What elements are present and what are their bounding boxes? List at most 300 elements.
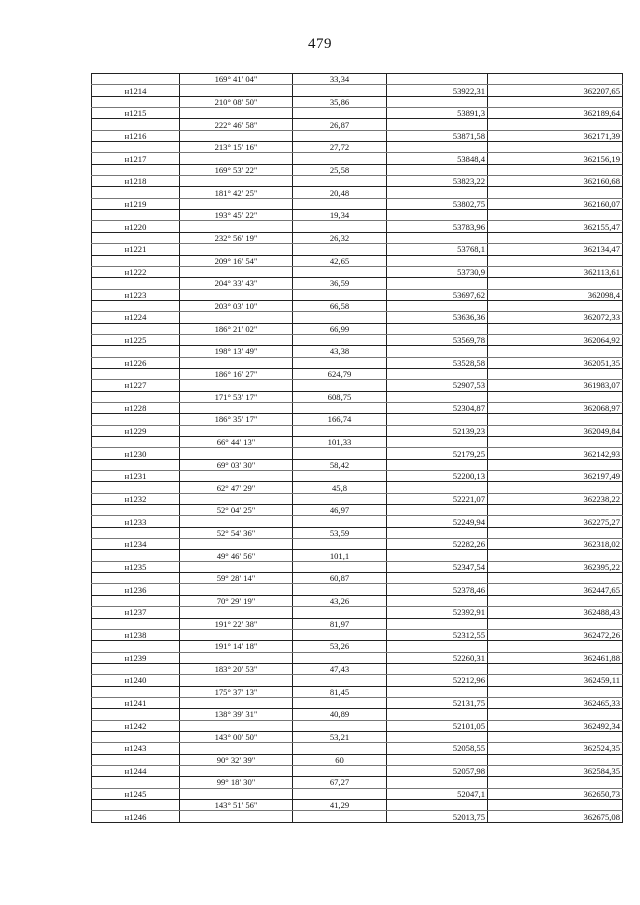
point-y-coordinate: 362098,4 — [488, 289, 623, 300]
point-name: н1239 — [92, 652, 180, 663]
point-x-coordinate: 52179,25 — [387, 448, 488, 459]
point-x-coordinate: 52212,96 — [387, 675, 488, 686]
empty-cell — [180, 85, 293, 96]
empty-cell — [488, 142, 623, 153]
segment-angle: 49° 46' 56" — [180, 550, 293, 561]
empty-cell — [488, 368, 623, 379]
empty-cell — [387, 686, 488, 697]
empty-cell — [180, 697, 293, 708]
point-y-coordinate: 362072,33 — [488, 312, 623, 323]
segment-row — [92, 255, 623, 266]
empty-cell — [92, 300, 180, 311]
empty-cell — [293, 312, 387, 323]
empty-cell — [387, 641, 488, 652]
coordinates-table-body — [92, 74, 623, 823]
empty-cell — [387, 255, 488, 266]
point-x-coordinate: 52378,46 — [387, 584, 488, 595]
empty-cell — [293, 765, 387, 776]
point-name: н1223 — [92, 289, 180, 300]
point-row — [92, 607, 623, 618]
empty-cell — [293, 629, 387, 640]
empty-cell — [387, 459, 488, 470]
point-row — [92, 266, 623, 277]
segment-distance: 20,48 — [293, 187, 387, 198]
segment-distance: 81,45 — [293, 686, 387, 697]
empty-cell — [92, 573, 180, 584]
empty-cell — [387, 550, 488, 561]
empty-cell — [488, 663, 623, 674]
empty-cell — [488, 641, 623, 652]
point-name: н1214 — [92, 85, 180, 96]
segment-distance: 47,43 — [293, 663, 387, 674]
empty-cell — [488, 754, 623, 765]
empty-cell — [387, 800, 488, 811]
empty-cell — [92, 187, 180, 198]
empty-cell — [92, 550, 180, 561]
point-row — [92, 788, 623, 799]
empty-cell — [387, 300, 488, 311]
empty-cell — [293, 811, 387, 822]
point-x-coordinate: 52221,07 — [387, 493, 488, 504]
empty-cell — [488, 96, 623, 107]
point-name: н1222 — [92, 266, 180, 277]
segment-row — [92, 74, 623, 85]
empty-cell — [488, 119, 623, 130]
point-x-coordinate: 52347,54 — [387, 561, 488, 572]
point-x-coordinate: 53730,9 — [387, 266, 488, 277]
empty-cell — [488, 550, 623, 561]
segment-angle: 204° 33' 43" — [180, 278, 293, 289]
empty-cell — [293, 221, 387, 232]
segment-row — [92, 505, 623, 516]
empty-cell — [293, 266, 387, 277]
segment-row — [92, 323, 623, 334]
segment-distance: 19,34 — [293, 210, 387, 221]
point-y-coordinate: 362461,88 — [488, 652, 623, 663]
segment-distance: 41,29 — [293, 800, 387, 811]
segment-angle: 193° 45' 22" — [180, 210, 293, 221]
empty-cell — [180, 357, 293, 368]
segment-distance: 42,65 — [293, 255, 387, 266]
empty-cell — [488, 505, 623, 516]
empty-cell — [92, 754, 180, 765]
segment-distance: 46,97 — [293, 505, 387, 516]
segment-distance: 36,59 — [293, 278, 387, 289]
point-y-coordinate: 362472,26 — [488, 629, 623, 640]
coordinates-table — [91, 73, 623, 823]
point-x-coordinate: 53697,62 — [387, 289, 488, 300]
point-name: н1224 — [92, 312, 180, 323]
empty-cell — [488, 437, 623, 448]
empty-cell — [387, 346, 488, 357]
empty-cell — [293, 153, 387, 164]
empty-cell — [293, 607, 387, 618]
point-row — [92, 561, 623, 572]
point-row — [92, 130, 623, 141]
segment-row — [92, 346, 623, 357]
point-y-coordinate: 362650,73 — [488, 788, 623, 799]
point-y-coordinate: 362238,22 — [488, 493, 623, 504]
segment-row — [92, 618, 623, 629]
empty-cell — [180, 584, 293, 595]
empty-cell — [180, 108, 293, 119]
empty-cell — [180, 675, 293, 686]
point-row — [92, 811, 623, 822]
empty-cell — [488, 323, 623, 334]
empty-cell — [488, 255, 623, 266]
point-row — [92, 380, 623, 391]
segment-angle: 213° 15' 16" — [180, 142, 293, 153]
segment-distance: 66,58 — [293, 300, 387, 311]
point-x-coordinate: 52058,55 — [387, 743, 488, 754]
empty-cell — [293, 561, 387, 572]
empty-cell — [387, 414, 488, 425]
point-x-coordinate: 53802,75 — [387, 198, 488, 209]
point-y-coordinate: 362488,43 — [488, 607, 623, 618]
point-y-coordinate: 362189,64 — [488, 108, 623, 119]
point-y-coordinate: 362113,61 — [488, 266, 623, 277]
point-x-coordinate: 52304,87 — [387, 402, 488, 413]
segment-distance: 101,33 — [293, 437, 387, 448]
empty-cell — [92, 142, 180, 153]
segment-angle: 143° 51' 56" — [180, 800, 293, 811]
empty-cell — [387, 754, 488, 765]
point-row — [92, 652, 623, 663]
empty-cell — [92, 368, 180, 379]
point-x-coordinate: 52249,94 — [387, 516, 488, 527]
empty-cell — [180, 130, 293, 141]
empty-cell — [180, 334, 293, 345]
point-y-coordinate: 362395,22 — [488, 561, 623, 572]
empty-cell — [92, 459, 180, 470]
point-name: н1217 — [92, 153, 180, 164]
point-row — [92, 765, 623, 776]
empty-cell — [293, 539, 387, 550]
point-y-coordinate: 361983,07 — [488, 380, 623, 391]
empty-cell — [293, 743, 387, 754]
segment-row — [92, 187, 623, 198]
segment-angle: 143° 00' 50" — [180, 731, 293, 742]
segment-row — [92, 731, 623, 742]
empty-cell — [387, 368, 488, 379]
point-x-coordinate: 53891,3 — [387, 108, 488, 119]
segment-angle: 191° 14' 18" — [180, 641, 293, 652]
point-x-coordinate: 53636,36 — [387, 312, 488, 323]
segment-angle: 69° 03' 30" — [180, 459, 293, 470]
segment-distance: 608,75 — [293, 391, 387, 402]
empty-cell — [387, 278, 488, 289]
point-name: н1234 — [92, 539, 180, 550]
empty-cell — [180, 244, 293, 255]
point-y-coordinate: 362064,92 — [488, 334, 623, 345]
segment-angle: 70° 29' 19" — [180, 595, 293, 606]
point-row — [92, 584, 623, 595]
empty-cell — [387, 618, 488, 629]
empty-cell — [387, 391, 488, 402]
point-row — [92, 402, 623, 413]
segment-distance: 60,87 — [293, 573, 387, 584]
empty-cell — [293, 675, 387, 686]
point-row — [92, 629, 623, 640]
empty-cell — [488, 74, 623, 85]
point-row — [92, 675, 623, 686]
segment-angle: 222° 46' 58" — [180, 119, 293, 130]
segment-distance: 53,21 — [293, 731, 387, 742]
point-name: н1236 — [92, 584, 180, 595]
point-name: н1216 — [92, 130, 180, 141]
point-name: н1232 — [92, 493, 180, 504]
empty-cell — [387, 187, 488, 198]
empty-cell — [293, 425, 387, 436]
empty-cell — [92, 641, 180, 652]
segment-distance: 33,34 — [293, 74, 387, 85]
segment-distance: 26,87 — [293, 119, 387, 130]
point-y-coordinate: 362134,47 — [488, 244, 623, 255]
empty-cell — [293, 493, 387, 504]
segment-angle: 52° 04' 25" — [180, 505, 293, 516]
segment-distance: 45,8 — [293, 482, 387, 493]
point-name: н1243 — [92, 743, 180, 754]
empty-cell — [488, 686, 623, 697]
empty-cell — [180, 221, 293, 232]
point-y-coordinate: 362160,07 — [488, 198, 623, 209]
segment-distance: 35,86 — [293, 96, 387, 107]
empty-cell — [293, 448, 387, 459]
point-y-coordinate: 362675,08 — [488, 811, 623, 822]
segment-row — [92, 800, 623, 811]
empty-cell — [180, 811, 293, 822]
point-row — [92, 448, 623, 459]
segment-distance: 166,74 — [293, 414, 387, 425]
point-x-coordinate: 52260,31 — [387, 652, 488, 663]
empty-cell — [92, 505, 180, 516]
segment-row — [92, 527, 623, 538]
point-y-coordinate: 362142,93 — [488, 448, 623, 459]
segment-distance: 67,27 — [293, 777, 387, 788]
point-x-coordinate: 52047,1 — [387, 788, 488, 799]
point-name: н1225 — [92, 334, 180, 345]
point-row — [92, 334, 623, 345]
point-name: н1242 — [92, 720, 180, 731]
point-row — [92, 743, 623, 754]
point-y-coordinate: 362318,02 — [488, 539, 623, 550]
segment-angle: 169° 41' 04" — [180, 74, 293, 85]
segment-row — [92, 641, 623, 652]
point-y-coordinate: 362524,35 — [488, 743, 623, 754]
point-x-coordinate: 52139,23 — [387, 425, 488, 436]
point-name: н1215 — [92, 108, 180, 119]
empty-cell — [180, 312, 293, 323]
empty-cell — [488, 459, 623, 470]
segment-distance: 26,32 — [293, 232, 387, 243]
segment-row — [92, 482, 623, 493]
empty-cell — [387, 527, 488, 538]
segment-row — [92, 414, 623, 425]
empty-cell — [180, 380, 293, 391]
empty-cell — [293, 720, 387, 731]
segment-row — [92, 142, 623, 153]
empty-cell — [180, 539, 293, 550]
point-name: н1237 — [92, 607, 180, 618]
empty-cell — [92, 74, 180, 85]
empty-cell — [92, 686, 180, 697]
point-row — [92, 425, 623, 436]
empty-cell — [92, 527, 180, 538]
segment-row — [92, 573, 623, 584]
segment-row — [92, 777, 623, 788]
segment-distance: 25,58 — [293, 164, 387, 175]
empty-cell — [387, 482, 488, 493]
empty-cell — [488, 278, 623, 289]
segment-angle: 90° 32' 39" — [180, 754, 293, 765]
empty-cell — [387, 663, 488, 674]
empty-cell — [488, 300, 623, 311]
segment-angle: 186° 21' 02" — [180, 323, 293, 334]
empty-cell — [293, 652, 387, 663]
point-name: н1246 — [92, 811, 180, 822]
segment-angle: 99° 18' 30" — [180, 777, 293, 788]
point-row — [92, 289, 623, 300]
segment-row — [92, 550, 623, 561]
point-y-coordinate: 362465,33 — [488, 697, 623, 708]
point-name: н1220 — [92, 221, 180, 232]
empty-cell — [488, 391, 623, 402]
point-name: н1238 — [92, 629, 180, 640]
empty-cell — [180, 629, 293, 640]
point-y-coordinate: 362207,65 — [488, 85, 623, 96]
empty-cell — [92, 346, 180, 357]
empty-cell — [293, 244, 387, 255]
empty-cell — [180, 448, 293, 459]
point-y-coordinate: 362051,35 — [488, 357, 623, 368]
point-x-coordinate: 52312,55 — [387, 629, 488, 640]
empty-cell — [387, 232, 488, 243]
segment-row — [92, 368, 623, 379]
segment-row — [92, 686, 623, 697]
point-y-coordinate: 362156,19 — [488, 153, 623, 164]
segment-distance: 66,99 — [293, 323, 387, 334]
point-y-coordinate: 362171,39 — [488, 130, 623, 141]
segment-row — [92, 391, 623, 402]
empty-cell — [387, 142, 488, 153]
empty-cell — [180, 561, 293, 572]
segment-row — [92, 709, 623, 720]
empty-cell — [387, 437, 488, 448]
empty-cell — [488, 187, 623, 198]
empty-cell — [180, 493, 293, 504]
point-name: н1231 — [92, 471, 180, 482]
empty-cell — [92, 482, 180, 493]
segment-angle: 138° 39' 31" — [180, 709, 293, 720]
empty-cell — [92, 414, 180, 425]
point-row — [92, 493, 623, 504]
empty-cell — [92, 232, 180, 243]
point-name: н1228 — [92, 402, 180, 413]
point-row — [92, 108, 623, 119]
empty-cell — [180, 289, 293, 300]
empty-cell — [180, 743, 293, 754]
empty-cell — [293, 130, 387, 141]
empty-cell — [180, 266, 293, 277]
segment-distance: 27,72 — [293, 142, 387, 153]
empty-cell — [293, 380, 387, 391]
point-x-coordinate: 53768,1 — [387, 244, 488, 255]
empty-cell — [488, 777, 623, 788]
point-x-coordinate: 52392,91 — [387, 607, 488, 618]
point-x-coordinate: 53922,31 — [387, 85, 488, 96]
point-name: н1241 — [92, 697, 180, 708]
segment-angle: 191° 22' 38" — [180, 618, 293, 629]
empty-cell — [488, 346, 623, 357]
empty-cell — [180, 652, 293, 663]
segment-row — [92, 96, 623, 107]
point-name: н1240 — [92, 675, 180, 686]
empty-cell — [488, 595, 623, 606]
point-y-coordinate: 362275,27 — [488, 516, 623, 527]
segment-row — [92, 119, 623, 130]
segment-angle: 171° 53' 17" — [180, 391, 293, 402]
segment-row — [92, 437, 623, 448]
empty-cell — [293, 176, 387, 187]
segment-angle: 62° 47' 29" — [180, 482, 293, 493]
point-name: н1218 — [92, 176, 180, 187]
empty-cell — [488, 232, 623, 243]
point-row — [92, 697, 623, 708]
point-x-coordinate: 53871,58 — [387, 130, 488, 141]
empty-cell — [92, 595, 180, 606]
empty-cell — [180, 471, 293, 482]
empty-cell — [488, 573, 623, 584]
segment-angle: 198° 13' 49" — [180, 346, 293, 357]
point-name: н1227 — [92, 380, 180, 391]
empty-cell — [92, 255, 180, 266]
point-row — [92, 312, 623, 323]
empty-cell — [92, 391, 180, 402]
segment-row — [92, 663, 623, 674]
point-name: н1226 — [92, 357, 180, 368]
empty-cell — [92, 437, 180, 448]
point-x-coordinate: 52101,05 — [387, 720, 488, 731]
segment-distance: 101,1 — [293, 550, 387, 561]
segment-angle: 203° 03' 10" — [180, 300, 293, 311]
point-x-coordinate: 53783,96 — [387, 221, 488, 232]
empty-cell — [293, 584, 387, 595]
point-row — [92, 516, 623, 527]
segment-row — [92, 459, 623, 470]
empty-cell — [387, 595, 488, 606]
segment-row — [92, 595, 623, 606]
segment-angle: 183° 20' 53" — [180, 663, 293, 674]
empty-cell — [387, 164, 488, 175]
empty-cell — [180, 198, 293, 209]
empty-cell — [488, 210, 623, 221]
segment-distance: 43,38 — [293, 346, 387, 357]
segment-angle: 209° 16' 54" — [180, 255, 293, 266]
point-name: н1219 — [92, 198, 180, 209]
empty-cell — [293, 289, 387, 300]
point-row — [92, 198, 623, 209]
point-row — [92, 221, 623, 232]
segment-distance: 624,79 — [293, 368, 387, 379]
empty-cell — [92, 278, 180, 289]
empty-cell — [387, 210, 488, 221]
segment-distance: 53,59 — [293, 527, 387, 538]
empty-cell — [293, 198, 387, 209]
empty-cell — [488, 731, 623, 742]
empty-cell — [488, 414, 623, 425]
point-name: н1244 — [92, 765, 180, 776]
segment-distance: 81,97 — [293, 618, 387, 629]
